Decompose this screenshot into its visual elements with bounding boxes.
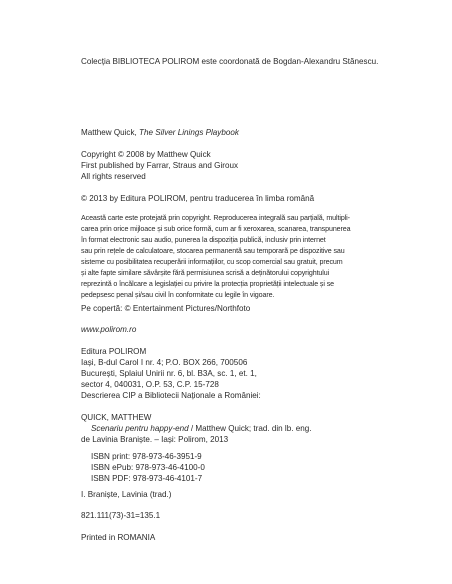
translation-copyright: © 2013 by Editura POLIROM, pentru traducerea în limba română [81,194,315,203]
cip-record [81,412,381,445]
copyright-block [81,149,381,182]
publisher-website: www.polirom.ro [81,325,137,334]
cip-title-line-2: de Lavinia Braniște. – Iași: Polirom, 2013 [81,435,229,444]
copyright-line: First published by Farrar, Straus and Giroux [81,161,238,170]
legal-notice-line: carea prin orice mijloace și sub orice formă, cum ar fi xeroxarea, scanarea, transpunerea [81,225,351,233]
copyright-line: All rights reserved [81,172,146,181]
cip-heading: Descrierea CIP a Bibliotecii Naționale a României: [81,391,261,400]
original-title-line [81,127,381,138]
legal-notice-line: Această carte este protejată prin copyright. Reproducerea integrală sau parțială, multipli- [81,214,350,222]
series-coordinator-note [81,56,381,67]
isbn-print: ISBN print: 978-973-46-3951-9 [91,452,202,461]
legal-notice-line: reprezintă o încălcare a legislației cu privire la protecția proprietății intelectuale și se [81,280,335,288]
isbn-pdf: ISBN PDF: 978-973-46-4101-7 [91,474,203,483]
cover-credit: Pe copertă: © Entertainment Pictures/Northfoto [81,304,251,313]
copyright-line: Copyright © 2008 by Matthew Quick [81,150,211,159]
isbn-list [81,451,391,484]
cip-classification: 821.111(73)-31=135.1 [81,511,161,520]
legal-notice-line: și alte fapte similare săvârșite fără permisiunea scrisă a deținătorului copyrightului [81,269,330,277]
legal-notice [81,213,381,301]
legal-notice-line: pedepsesc penal și/sau civil în conformitate cu legile în vigoare. [81,291,275,299]
printed-in: Printed in ROMANIA [81,533,156,542]
publisher-name: Editura POLIROM [81,347,147,356]
cip-author: QUICK, MATTHEW [81,413,152,422]
cip-title-line [81,423,381,434]
legal-notice-line: sisteme cu posibilitatea recuperării informațiilor, cu scop comercial sau gratuit, precum [81,258,343,266]
publisher-address-line: Iași, B-dul Carol I nr. 4; P.O. BOX 266, 700506 [81,358,248,367]
original-author: Matthew Quick, [81,128,137,137]
original-title: The Silver Linings Playbook [139,128,239,137]
publisher-address [81,346,381,390]
isbn-epub: ISBN ePub: 978-973-46-4100-0 [91,463,205,472]
cip-title-rest: / Matthew Quick; trad. din lb. eng. [188,424,312,433]
legal-notice-line: sau prin rețele de calculatoare, stocarea permanentă sau temporară pe dispozitive sau [81,247,345,255]
publisher-address-line: București, Splaiul Unirii nr. 6, bl. B3A, sc. 1, et. 1, [81,369,257,378]
cip-translator: I. Braniște, Lavinia (trad.) [81,490,172,499]
colophon-text: Colecția BIBLIOTECA POLIROM este coordonată de Bogdan-Alexandru Stănescu. [81,57,379,66]
cip-title: Scenariu pentru happy-end [91,424,189,433]
legal-notice-line: în format electronic sau audio, punerea la dispoziția publică, inclusiv prin internet [81,236,326,244]
publisher-address-line: sector 4, 040031, O.P. 53, C.P. 15-728 [81,380,219,389]
